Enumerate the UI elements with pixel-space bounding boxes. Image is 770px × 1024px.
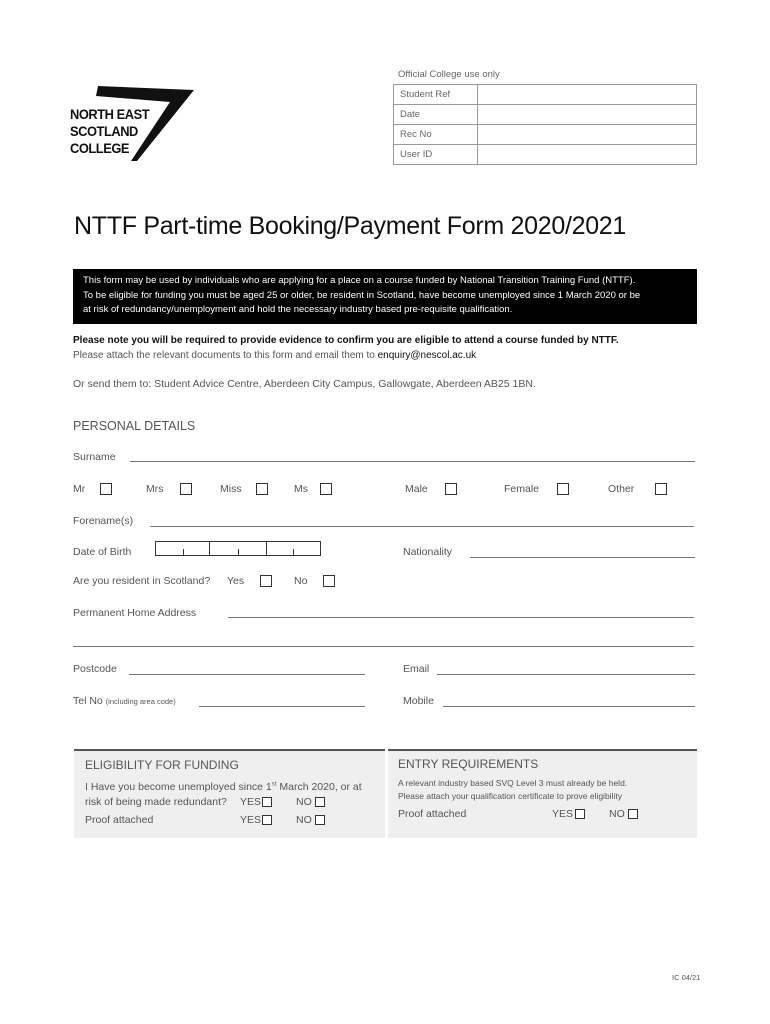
notice-bold: Please note you will be required to provide evidence to confirm you are eligible to attend a course funded by NTTF. [73, 335, 619, 346]
entry-proof-label: Proof attached [398, 808, 467, 820]
eligibility-no-label: NO [296, 796, 312, 808]
office-use-table [393, 84, 697, 165]
info-banner [73, 269, 697, 324]
eligibility-question-sup: st [271, 781, 277, 788]
eligibility-question-line2: risk of being made redundant? [85, 796, 227, 808]
dob-month-segment[interactable] [211, 542, 267, 555]
title-miss-checkbox[interactable] [256, 483, 268, 495]
logo-line-2: SCOTLAND [70, 123, 138, 139]
eligibility-panel [74, 749, 385, 838]
resident-yes-checkbox[interactable] [260, 575, 272, 587]
logo-text [70, 106, 149, 157]
notice-email-link[interactable]: enquiry@nescol.ac.uk [377, 350, 477, 361]
postcode-label: Postcode [73, 663, 117, 675]
postcode-field[interactable] [129, 674, 365, 675]
eligibility-question [85, 781, 362, 793]
tel-label-note: (including area code) [105, 697, 176, 706]
eligibility-question-part2: March 2020, or at [276, 781, 362, 793]
office-use-heading: Official College use only [398, 69, 500, 80]
dob-day-tick [183, 549, 184, 555]
eligibility-proof-no-checkbox[interactable] [315, 815, 325, 825]
office-label-user-id: User ID [394, 145, 478, 165]
tel-field[interactable] [199, 706, 365, 707]
gender-male-checkbox[interactable] [445, 483, 457, 495]
entry-no-checkbox[interactable] [628, 809, 638, 819]
tel-label-text: Tel No [73, 695, 103, 707]
office-field-date[interactable] [478, 105, 697, 125]
eligibility-question-part1: I Have you become unemployed since 1 [85, 781, 272, 793]
banner-line-3: at risk of redundancy/unemployment and hold the necessary industry based pre-requisite qualification. [83, 304, 513, 315]
title-miss-label: Miss [220, 483, 242, 495]
forenames-field[interactable] [150, 526, 694, 527]
dob-year-tick [293, 549, 294, 555]
footer-code: IC 04/21 [672, 973, 701, 982]
eligibility-proof-no-label: NO [296, 814, 312, 826]
page-title: NTTF Part-time Booking/Payment Form 2020/2021 [74, 212, 627, 240]
address-field-line-2[interactable] [73, 646, 694, 647]
resident-question: Are you resident in Scotland? [73, 575, 211, 587]
banner-line-2: To be eligible for funding you must be aged 25 or older, be resident in Scotland, have become unemployed since 1 March 2020 or be [83, 289, 641, 301]
resident-yes-label: Yes [227, 575, 245, 587]
office-label-date: Date [394, 105, 478, 125]
email-field[interactable] [437, 674, 695, 675]
gender-other-checkbox[interactable] [655, 483, 667, 495]
gender-female-checkbox[interactable] [557, 483, 569, 495]
notice-send-to: Or send them to: Student Advice Centre, Aberdeen City Campus, Gallowgate, Aberdeen AB25 1BN. [73, 378, 536, 390]
dob-label: Date of Birth [73, 546, 132, 558]
gender-other-label: Other [608, 483, 635, 495]
tel-label [73, 695, 176, 707]
surname-label: Surname [73, 451, 116, 463]
eligibility-proof-label: Proof attached [85, 814, 154, 826]
entry-line-1: A relevant industry based SVQ Level 3 must already be held. [398, 778, 628, 788]
logo-line-1: NORTH EAST [70, 106, 150, 122]
address-field-line-1[interactable] [228, 617, 694, 618]
office-field-user-id[interactable] [478, 145, 697, 165]
office-label-student-ref: Student Ref [394, 85, 478, 105]
notice-attach [73, 350, 476, 361]
college-logo [70, 86, 195, 161]
surname-field[interactable] [130, 461, 695, 462]
address-label: Permanent Home Address [73, 607, 197, 619]
entry-yes-checkbox[interactable] [575, 809, 585, 819]
office-label-rec-no: Rec No [394, 125, 478, 145]
entry-requirements-panel [388, 749, 697, 838]
forenames-label: Forename(s) [73, 515, 134, 527]
entry-yes-label: YES [552, 808, 574, 820]
gender-male-label: Male [405, 483, 428, 495]
mobile-label: Mobile [403, 695, 434, 707]
personal-details-heading: PERSONAL DETAILS [73, 419, 196, 433]
nationality-field[interactable] [470, 557, 695, 558]
title-mr-label: Mr [73, 483, 86, 495]
nationality-label: Nationality [403, 546, 453, 558]
resident-no-label: No [294, 575, 308, 587]
entry-heading: ENTRY REQUIREMENTS [398, 757, 539, 771]
title-mrs-label: Mrs [146, 483, 164, 495]
eligibility-proof-yes-label: YES [240, 814, 262, 826]
office-field-student-ref[interactable] [478, 85, 697, 105]
eligibility-proof-yes-checkbox[interactable] [262, 815, 272, 825]
resident-no-checkbox[interactable] [323, 575, 335, 587]
eligibility-no-checkbox[interactable] [315, 797, 325, 807]
eligibility-heading: ELIGIBILITY FOR FUNDING [85, 758, 239, 772]
eligibility-yes-label: YES [240, 796, 262, 808]
email-label: Email [403, 663, 430, 675]
entry-line-2: Please attach your qualification certificate to prove eligibility [398, 791, 622, 801]
title-mr-checkbox[interactable] [100, 483, 112, 495]
office-field-rec-no[interactable] [478, 125, 697, 145]
notice-attach-text: Please attach the relevant documents to this form and email them to [73, 350, 375, 361]
banner-line-1: This form may be used by individuals who are applying for a place on a course funded by National Transition Training Fund (NTTF). [83, 275, 636, 286]
dob-field[interactable] [155, 541, 321, 556]
dob-month-tick [238, 549, 239, 555]
title-ms-label: Ms [294, 483, 308, 495]
title-ms-checkbox[interactable] [320, 483, 332, 495]
title-mrs-checkbox[interactable] [180, 483, 192, 495]
mobile-field[interactable] [443, 706, 695, 707]
eligibility-yes-checkbox[interactable] [262, 797, 272, 807]
entry-no-label: NO [609, 808, 625, 820]
logo-line-3: COLLEGE [70, 140, 130, 156]
gender-female-label: Female [504, 483, 540, 495]
